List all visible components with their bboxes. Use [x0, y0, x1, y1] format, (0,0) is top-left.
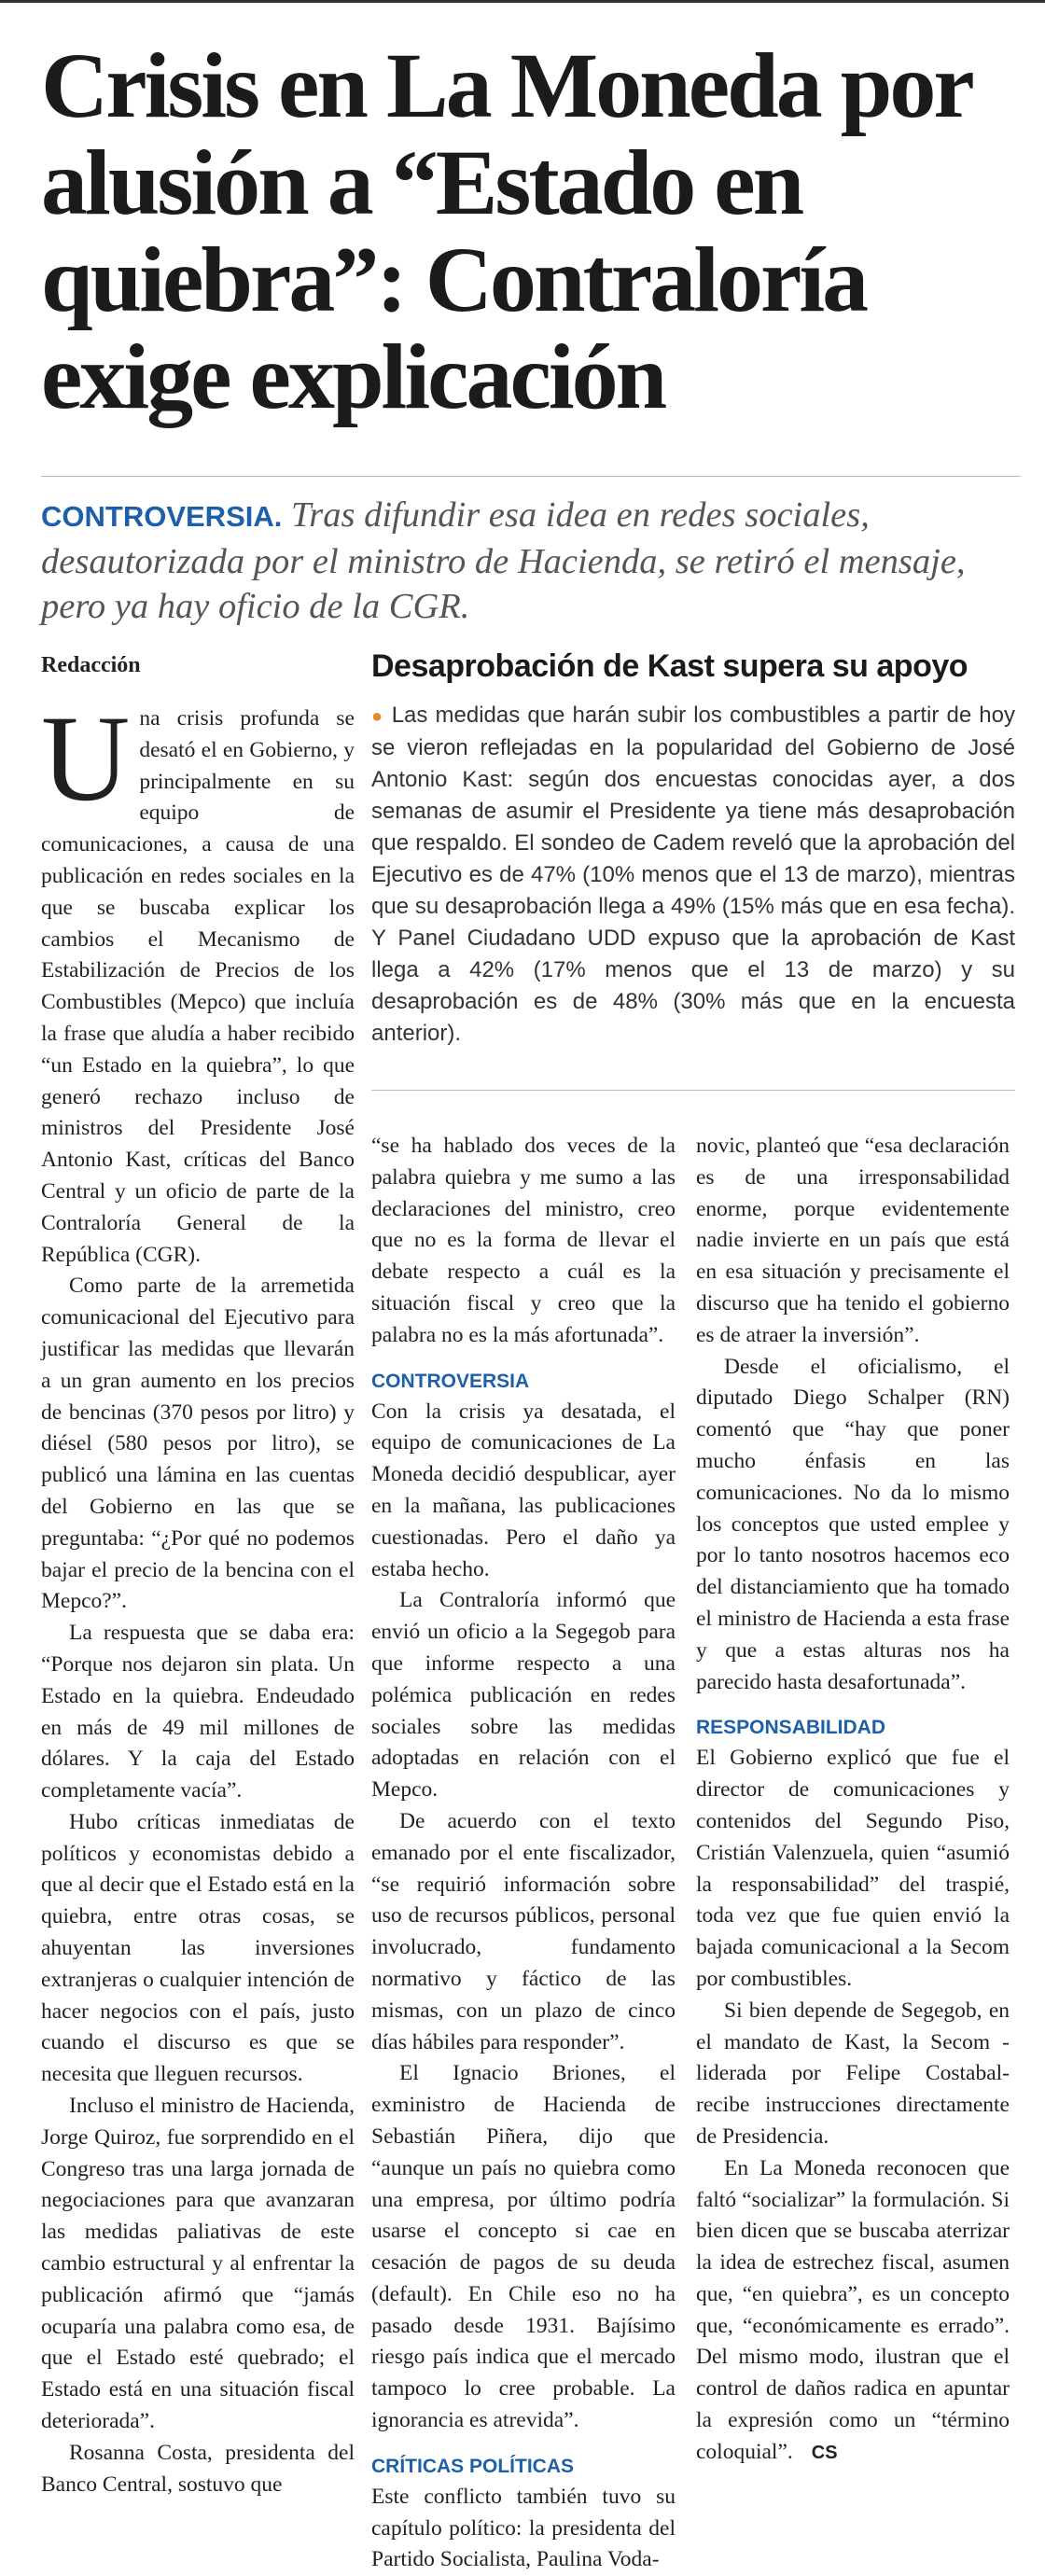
paragraph: De acuerdo con el texto emanado por el ente fiscalizador, “se requirió información sobre uso de recursos públicos, personal involucrado, fundamento normativo y fáctico de las mismas, con un plazo de cinco días hábiles para responder”.	[371, 1808, 676, 2054]
paragraph: Hubo críticas inmediatas de políticos y economistas debido a que al decir que el Estado está en la quiebra, entre otras cosas, se ahuyentan las inversiones extranjeras o cualquier intención de hacer negocios con el país, justo cuando el discurso es que se necesita que lleguen recursos.	[41, 1809, 355, 2087]
paragraph: Como parte de la arremetida comunicacional del Ejecutivo para justificar las medidas que llevarán a un gran aumento en los precios de bencinas (370 pesos por litro) y diésel (580 pesos por litro), se publicó una lámina en las cuentas del Gobierno en las que se preguntaba: “¿Por qué no podemos bajar el precio de la bencina con el Mepco?”.	[41, 1274, 355, 1614]
dropcap: U	[41, 689, 131, 827]
sidebar-rule	[371, 1090, 1015, 1091]
bullet-icon: ●	[371, 706, 384, 727]
subhead-controversia: CONTROVERSIA	[371, 1370, 530, 1392]
column-3	[696, 1131, 1010, 2540]
paragraph: Rosanna Costa, presidenta del Banco Central, sostuvo que	[41, 2440, 355, 2497]
headline-rule	[41, 476, 1021, 477]
deck	[41, 493, 1030, 629]
paragraph: Desde el oficialismo, el diputado Diego Schalper (RN) comentó que “hay que poner mucho énfasis en las comunicaciones. No da lo mismo los conceptos que usted emplee y por lo tanto nosotros hacemos eco del distanciamiento que ha tomado el ministro de Hacienda a esta frase y que a estas alturas nos ha parecido hasta desafortunada”.	[696, 1354, 1010, 1694]
end-mark: CS	[811, 2442, 838, 2463]
sidebar-text: Las medidas que harán subir los combustibles a partir de hoy se vieron reflejadas en la popularidad del Gobierno de José Antonio Kast: según dos encuestas conocidas ayer, a dos semanas de asumir el Presidente ya tiene más desaprobación que respaldo. El sondeo de Cadem reveló que la aprobación del Ejecutivo es de 47% (10% menos que el 13 de marzo), mientras que su desaprobación llega a 49% (15% más que en esa fecha). Y Panel Ciudadano UDD expuso que la aprobación de Kast llega a 42% (17% menos que el 13 de marzo) y su desaprobación es de 48% (30% más que en la encuesta anterior).	[371, 703, 1015, 1046]
paragraph: Una crisis profunda se desató el en Gobierno, y principalmente en su equipo de comunicaciones, a causa de una publicación en redes sociales en la que se buscaba explicar los cambios el Mecanismo de Estabilización de Precios de los Combustibles (Mepco) que incluía la frase que aludía a haber recibido “un Estado en la quiebra”, lo que generó rechazo incluso de ministros del Presidente José Antonio Kast, críticas del Banco Central y un oficio de parte de la Contraloría General de la República (CGR).	[41, 689, 355, 1267]
paragraph: Con la crisis ya desatada, el equipo de comunicaciones de La Moneda decidió despublicar, ayer en la mañana, las publicaciones cuestionadas. Pero el daño ya estaba hecho.	[371, 1399, 676, 1581]
paragraph: En La Moneda reconocen que faltó “socializar” la formulación. Si bien dicen que se buscaba aterrizar la idea de estrechez fiscal, asumen que, “en quiebra”, es un concepto que, “económicamente es errado”. Del mismo modo, ilustran que el control de daños radica en apuntar la expresión como un “término coloquial”. CS	[696, 2155, 1010, 2464]
column-1	[41, 689, 355, 2532]
subhead-criticas-politicas: CRÍTICAS POLÍTICAS	[371, 2455, 575, 2477]
paragraph: La Contraloría informó que envió un oficio a la Segegob para que informe respecto a una polémica publicación en redes sociales sobre las medidas adoptadas en relación con el Mepco.	[371, 1588, 676, 1803]
paragraph: Este conflicto también tuvo su capítulo político: la presidenta del Partido Socialista, Paulina Voda-	[371, 2484, 676, 2572]
byline: Redacción	[41, 653, 141, 677]
deck-text: Tras difundir esa idea en redes sociales, desautorizada por el ministro de Hacienda, se retiró el mensaje, pero ya hay oficio de la CGR.	[41, 495, 966, 626]
headline: Crisis en La Moneda por alusión a “Estado en quiebra”: Contraloría exige explicación	[41, 34, 970, 428]
column-2	[371, 1131, 676, 2572]
paragraph: La respuesta que se daba era: “Porque nos dejaron sin plata. Un Estado en la quiebra. Endeudado en más de 49 mil millones de dólares. Y la caja del Estado completamente vacía”.	[41, 1621, 355, 1803]
subhead-responsabilidad: RESPONSABILIDAD	[696, 1717, 886, 1739]
paragraph: “se ha hablado dos veces de la palabra quiebra y me sumo a las declaraciones del ministro, creo que no es la forma de llevar el debate respecto a cuál es la situación fiscal y creo que la palabra no es la más afortunada”.	[371, 1134, 676, 1347]
paragraph: novic, planteó que “esa declaración es de una irresponsabilidad enorme, porque evidentemente nadie invierte en un país que está en esa situación y precisamente el discurso que ha tenido el gobierno es de atraer la inversión”.	[696, 1134, 1010, 1347]
paragraph: Si bien depende de Segegob, en el mandato de Kast, la Secom -liderada por Felipe Costabal- recibe instrucciones directamente de Presidencia.	[696, 1998, 1010, 2149]
top-rule	[0, 0, 1045, 7]
sidebar-title: Desaprobación de Kast supera su apoyo	[371, 648, 968, 684]
sidebar-box	[371, 700, 1015, 1092]
deck-kicker: CONTROVERSIA.	[41, 500, 283, 533]
paragraph: El Ignacio Briones, el exministro de Hacienda de Sebastián Piñera, dijo que “aunque un país no quiebra como una empresa, por último podría usarse el concepto si cae en cesación de pagos de su deuda (default). En Chile eso no ha pasado desde 1931. Bajísimo riesgo país indica que el mercado tampoco lo cree probable. La ignorancia es atrevida”.	[371, 2061, 676, 2433]
paragraph: Incluso el ministro de Hacienda, Jorge Quiroz, fue sorprendido en el Congreso tras una larga jornada de negociaciones para que avanzaran las medidas paliativas de este cambio estructural y al enfrentar la publicación afirmó que “jamás ocuparía una palabra como esa, de que el Estado esté quebrado; el Estado está en una situación fiscal deteriorada”.	[41, 2094, 355, 2434]
paragraph: El Gobierno explicó que fue el director de comunicaciones y contenidos del Segundo Piso, Cristián Valenzuela, quien “asumió la responsabilidad” del traspié, toda vez que fue quien envió la bajada comunicacional a la Secom por combustibles.	[696, 1746, 1010, 1991]
